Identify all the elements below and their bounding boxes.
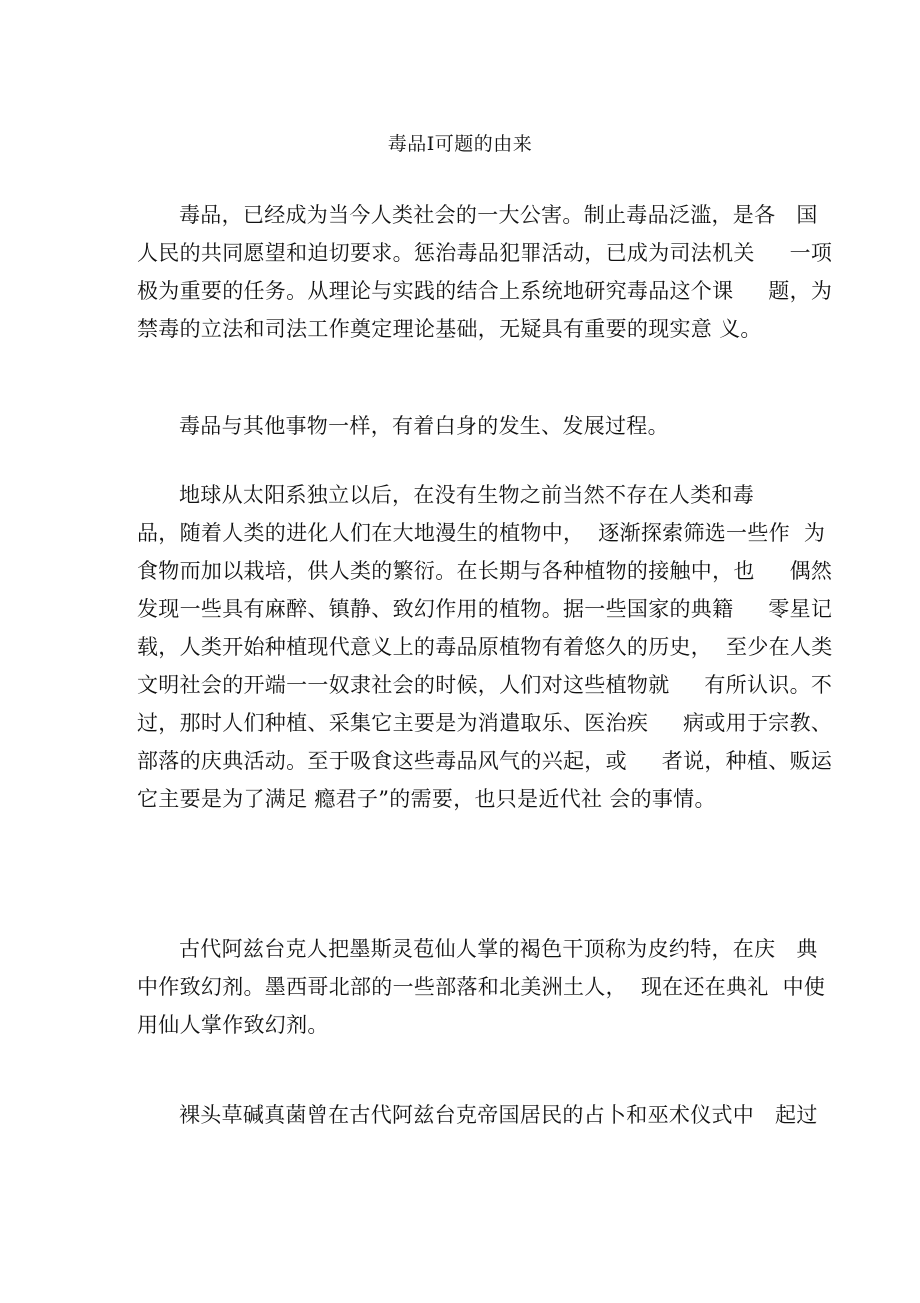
text-line: 载，人类开始种植现代意义上的毒品原植物有着悠久的历史， 至少在人类 xyxy=(137,635,833,659)
text-line: 中作致幻剂。墨西哥北部的一些部落和北美洲土人， 现在还在典礼 中使 xyxy=(137,975,826,999)
text-line: 食物而加以栽培，供人类的繁衍。在长期与各种植物的接触中，也 偶然 xyxy=(137,559,833,583)
text-line: 极为重要的任务。从理论与实践的结合上系统地研究毒品这个课 题，为 xyxy=(137,279,833,303)
text-line: 裸头草碱真菌曾在古代阿兹台克帝国居民的占卜和巫术仪式中 起过 xyxy=(179,1103,818,1127)
text-line: 发现一些具有麻醉、镇静、致幻作用的植物。据一些国家的典籍 零星记 xyxy=(137,597,833,621)
paragraph-3 xyxy=(137,476,833,818)
text-line: 毒品与其他事物一样，有着白身的发生、发展过程。 xyxy=(179,414,669,438)
paragraph-2 xyxy=(137,407,797,445)
paragraph-1 xyxy=(137,196,833,348)
text-line: 它主要是为了满足 瘾君子”的需要，也只是近代社 会的事情。 xyxy=(137,787,716,811)
text-line: 文明社会的开端一一奴隶社会的时候，人们对这些植物就 有所认识。不 xyxy=(137,673,833,697)
text-line: 地球从太阳系独立以后，在没有生物之前当然不存在人类和毒 xyxy=(179,483,755,507)
text-line: 毒品，已经成为当今人类社会的一大公害。制止毒品泛滥，是各 国 xyxy=(179,203,818,227)
document-title: 毒品I可题的由来 xyxy=(387,133,533,155)
text-line: 古代阿兹台克人把墨斯灵苞仙人掌的褐色干顶称为皮约特，在庆 典 xyxy=(179,937,818,961)
text-line: 用仙人掌作致幻剂。 xyxy=(137,1013,329,1037)
paragraph-5 xyxy=(137,1096,818,1134)
text-line: 过，那时人们种植、采集它主要是为消遣取乐、医治疾 病或用于宗教、 xyxy=(137,711,833,735)
text-line: 部落的庆典活动。至于吸食这些毒品风气的兴起，或 者说，种植、贩运 xyxy=(137,749,833,773)
text-line: 人民的共同愿望和迫切要求。惩治毒品犯罪活动，已成为司法机关 一项 xyxy=(137,241,833,265)
text-line: 禁毒的立法和司法工作奠定理论基础，无疑具有重要的现实意 义。 xyxy=(137,317,762,341)
paragraph-4 xyxy=(137,930,826,1044)
text-line: 品，随着人类的进化人们在大地漫生的植物中， 逐渐探索筛选一些作 为 xyxy=(137,521,826,545)
